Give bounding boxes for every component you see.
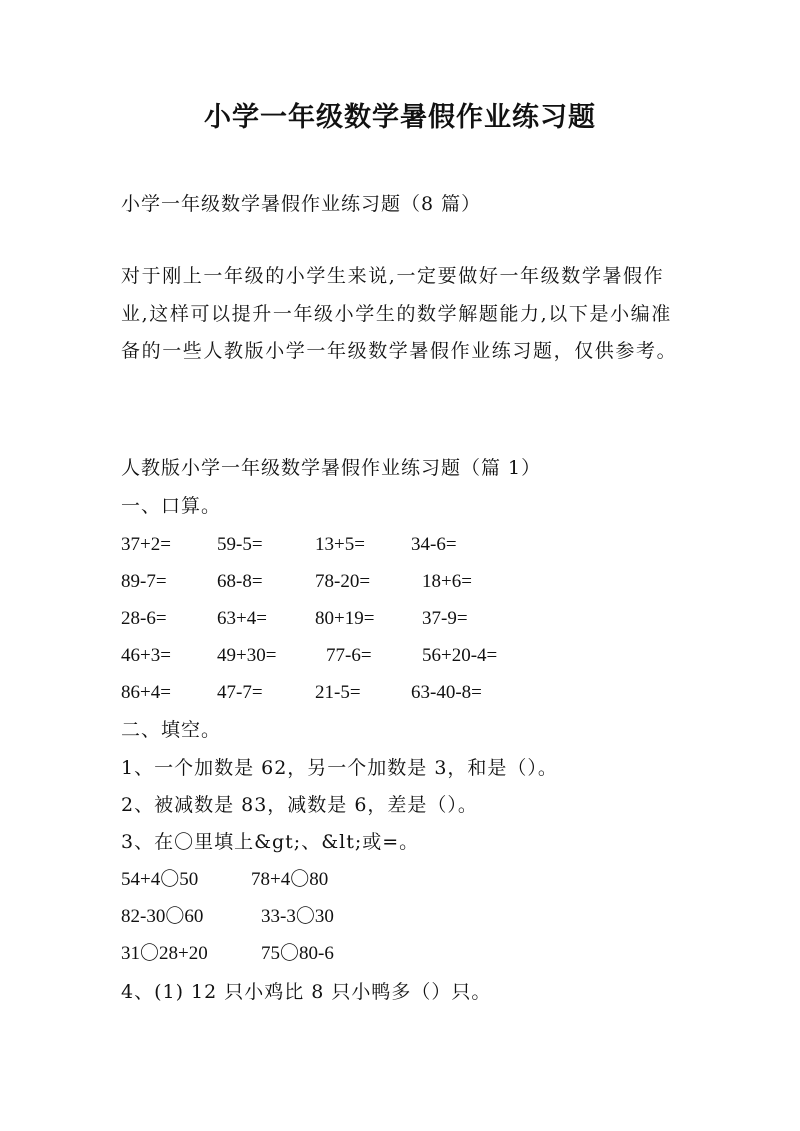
part1-heading: 一、口算。 [121, 495, 222, 517]
part2-heading: 二、填空。 [121, 719, 222, 741]
oral-item: 21-5= [315, 682, 361, 703]
question-4: 4、(1) 12 只小鸡比 8 只小鸭多（）只。 [121, 981, 492, 1003]
question-2: 2、被减数是 83，减数是 6，差是（）。 [121, 794, 478, 816]
compare-item: 33-3〇30 [261, 906, 334, 927]
oral-item: 80+19= [315, 608, 375, 629]
oral-item: 63+4= [217, 608, 267, 629]
oral-item: 68-8= [217, 571, 263, 592]
oral-item: 49+30= [217, 645, 277, 666]
oral-item: 47-7= [217, 682, 263, 703]
oral-item: 37+2= [121, 534, 171, 555]
oral-item: 56+20-4= [422, 645, 498, 666]
oral-item: 63-40-8= [411, 682, 482, 703]
compare-item: 82-30〇60 [121, 906, 204, 927]
section-title: 人教版小学一年级数学暑假作业练习题（篇 1） [121, 457, 542, 479]
oral-item: 46+3= [121, 645, 171, 666]
oral-item: 59-5= [217, 534, 263, 555]
oral-item: 28-6= [121, 608, 167, 629]
compare-item: 31〇28+20 [121, 943, 208, 964]
oral-item: 34-6= [411, 534, 457, 555]
document-title: 小学一年级数学暑假作业练习题 [204, 102, 596, 133]
compare-item: 75〇80-6 [261, 943, 334, 964]
oral-item: 37-9= [422, 608, 468, 629]
question-1: 1、一个加数是 62，另一个加数是 3，和是（）。 [121, 757, 558, 779]
oral-item: 89-7= [121, 571, 167, 592]
question-3: 3、在〇里填上&gt;、&lt;或=。 [121, 831, 420, 853]
compare-item: 78+4〇80 [251, 869, 329, 890]
oral-item: 77-6= [326, 645, 372, 666]
oral-item: 18+6= [422, 571, 472, 592]
oral-item: 78-20= [315, 571, 371, 592]
oral-item: 13+5= [315, 534, 365, 555]
compare-item: 54+4〇50 [121, 869, 199, 890]
oral-item: 86+4= [121, 682, 171, 703]
document-subtitle: 小学一年级数学暑假作业练习题（8 篇） [121, 193, 482, 215]
intro-paragraph: 对于刚上一年级的小学生来说,一定要做好一年级数学暑假作业,这样可以提升一年级小学生的数学解题能力,以下是小编准备的一些人教版小学一年级数学暑假作业练习题，仅供参考。 [121, 265, 678, 362]
